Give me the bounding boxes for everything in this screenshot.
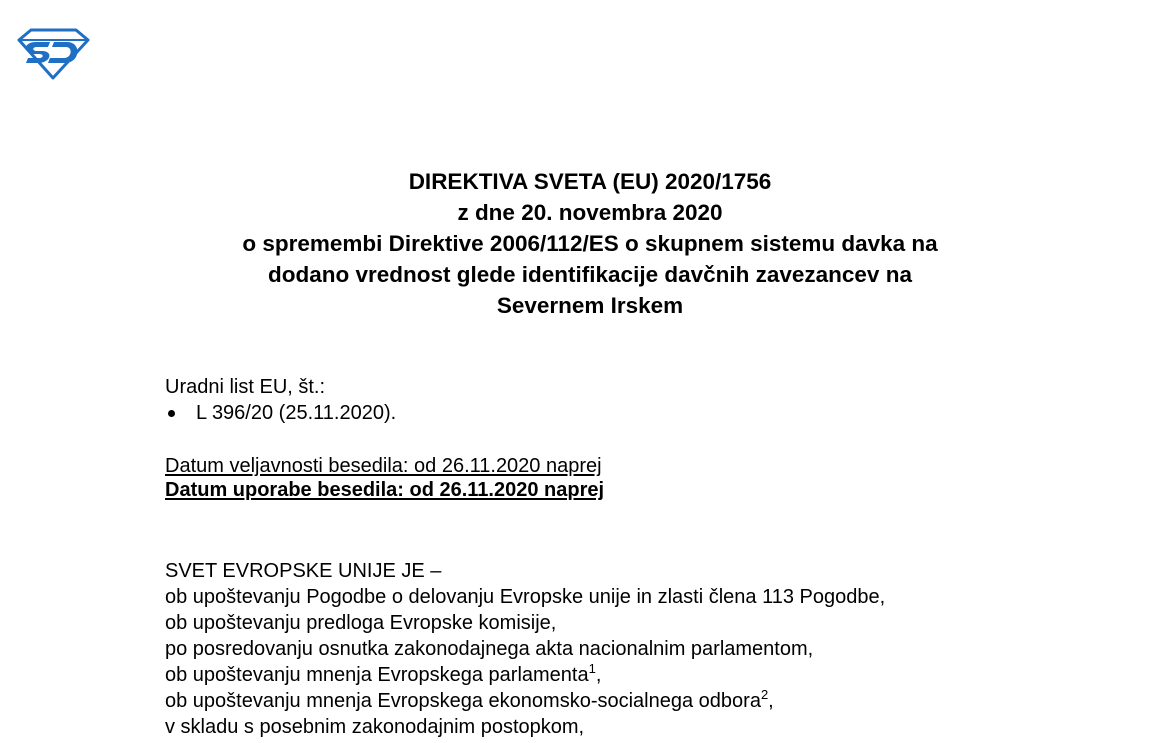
- validity-date-link[interactable]: Datum veljavnosti besedila: od 26.11.2020 naprej: [165, 455, 602, 477]
- footnote-ref-1[interactable]: 1: [588, 661, 596, 676]
- footnote-ref-2[interactable]: 2: [760, 687, 769, 702]
- preamble-line-6: [165, 688, 885, 714]
- title-line-1: DIREKTIVA SVETA (EU) 2020/1756: [408, 169, 772, 194]
- preamble-line-5: [165, 662, 885, 688]
- preamble-line-4: po posredovanju osnutka zakonodajnega akta nacionalnim parlamentom,: [165, 638, 814, 660]
- source-reference: L 396/20 (25.11.2020).: [196, 402, 397, 424]
- preamble-line-1: SVET EVROPSKE UNIJE JE –: [165, 560, 442, 582]
- preamble-line-2: ob upoštevanju Pogodbe o delovanju Evropske unije in zlasti člena 113 Pogodbe,: [165, 586, 886, 608]
- preamble-line-6-text: ob upoštevanju mnenja Evropskega ekonomsko-socialnega odbora: [165, 690, 761, 712]
- preamble-line-5-end: ,: [595, 664, 602, 686]
- title-line-4: dodano vrednost glede identifikacije davčnih zavezancev na: [268, 262, 912, 287]
- title-line-3: o spremembi Direktive 2006/112/ES o skupnem sistemu davka na: [242, 231, 938, 256]
- preamble-line-7: v skladu s posebnim zakonodajnim postopkom,: [165, 716, 585, 738]
- application-date-link[interactable]: Datum uporabe besedila: od 26.11.2020 naprej: [165, 479, 605, 501]
- title-line-5: Severnem Irskem: [496, 293, 684, 318]
- preamble-line-6-end: ,: [768, 690, 774, 712]
- document-title: [150, 166, 1030, 321]
- bullet-icon: [168, 410, 175, 417]
- preamble: [165, 558, 885, 740]
- preamble-line-5-text: ob upoštevanju mnenja Evropskega parlamenta: [165, 664, 589, 686]
- preamble-line-3: ob upoštevanju predloga Evropske komisije,: [165, 612, 557, 634]
- sd-diamond-logo-icon: [16, 26, 90, 80]
- list-item: [165, 400, 396, 426]
- source-label: Uradni list EU, št.:: [165, 376, 326, 398]
- title-line-2: z dne 20. novembra 2020: [457, 200, 723, 225]
